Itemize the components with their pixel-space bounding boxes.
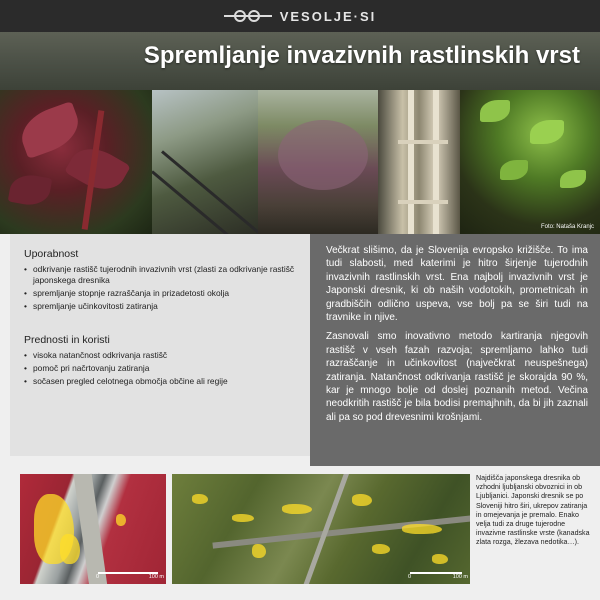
description-panel xyxy=(310,234,600,466)
map-ljubljanica xyxy=(172,474,470,584)
photo-green-knotweed xyxy=(460,90,600,234)
photo-fence xyxy=(378,90,460,234)
map-scale-bar xyxy=(96,572,164,580)
scale-zero-label: 0 xyxy=(96,574,100,580)
map-caption: Najdišča japonskega dresnika ob vzhodni ljubljanski obvoznici in ob Ljubljanici. Japonski dresnik se po Sloveniji hitro širi, ukrepov zatiranja in omejevanja je premalo. Enako velja tudi za druge tujerodne invazivne rastlinske vrste (kanadska zlata rozga, žlezava nedotika…). xyxy=(476,474,590,547)
list-item: • visoka natančnost odkrivanja rastišč xyxy=(24,350,296,361)
list-item: • spremljanje stopnje razraščanja in prizadetosti okolja xyxy=(24,288,296,299)
photo-dry-shrubs xyxy=(258,90,378,234)
photo-strip xyxy=(0,90,600,234)
scale-max-label: 100 m xyxy=(452,574,468,580)
photo-knotweed-leaves xyxy=(0,90,152,234)
brand[interactable] xyxy=(224,9,377,24)
uporabnost-list xyxy=(24,264,296,312)
scale-max-label: 100 m xyxy=(148,574,164,580)
orbit-logo-icon xyxy=(224,9,272,23)
list-item: • spremljanje učinkovitosti zatiranja xyxy=(24,301,296,312)
description-paragraph-2: Zasnovali smo inovativno metodo kartiranja njegovih rastišč v vseh fazah razvoja; spremljamo lahko tudi razraščanje in učinkovitost (največkrat neuspešnega) zatiranja. Natančnost odkrivanja rastišč je skorajda 90 %, kar je mnogo bolje od doslej poznanih metod. Večina neodkritih rastišč je bila bodisi premajhnih, da bi jih zaznali ali pa so pod drevesnimi krošnjami. xyxy=(326,331,588,423)
title-banner xyxy=(0,32,600,90)
list-item: • odkrivanje rastišč tujerodnih invazivnih vrst (zlasti za odkrivanje rastišč japonskega dresnika xyxy=(24,264,296,286)
page-title: Spremljanje invazivnih rastlinskih vrst xyxy=(143,42,580,69)
brand-name: VESOLJE·SI xyxy=(279,8,377,24)
description-paragraph-1: Večkrat slišimo, da je Slovenija evropsko križišče. To ima tudi slabosti, med katerimi je hitro širjenje tujerodnih invazivnih rastlinskih vrst. Ena najbolj invazivnih vrst je Japonski dresnik, ki ob naših vodotokih, prometnicah in gradbiščih odlično uspeva, vse bolj pa se širi tudi na travnike in njive. xyxy=(326,245,588,324)
scale-zero-label: 0 xyxy=(408,574,412,580)
top-bar xyxy=(0,0,600,32)
photo-credit: Foto: Nataša Kranjc xyxy=(540,224,594,230)
prednosti-list xyxy=(24,350,296,387)
map-bypass xyxy=(20,474,166,584)
list-item: • pomoč pri načrtovanju zatiranja xyxy=(24,363,296,374)
uporabnost-heading: Uporabnost xyxy=(24,248,79,260)
map-scale-bar xyxy=(408,572,468,580)
benefits-panel xyxy=(10,234,310,456)
prednosti-heading: Prednosti in koristi xyxy=(24,334,110,346)
photo-railway xyxy=(152,90,258,234)
list-item: • sočasen pregled celotnega območja občine ali regije xyxy=(24,376,296,387)
